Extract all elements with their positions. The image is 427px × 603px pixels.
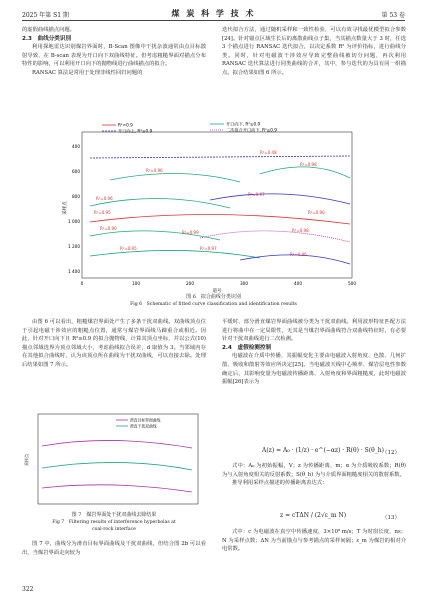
caption-cn: 图 7 煤岩界面处干扰双曲线去除结果	[71, 512, 157, 518]
paragraph: 平缓时，部分滑直煤岩界面曲线被分类为干扰双曲线。利用波形特征匹配方法进行将曲中在一定局限性，无其是当煤岩界面曲线符合双曲线特征时，有必要针对干扰双曲线进行二次检测。	[222, 319, 406, 343]
left-column-bottom	[22, 540, 206, 557]
equation-number: （13）	[382, 515, 400, 521]
page-number: 322	[22, 586, 34, 593]
caption-cn: 图 6 拟合曲线分类识别	[186, 294, 241, 300]
r2-label: R²=0.97	[248, 192, 265, 197]
r2-label: R²=0.90	[100, 226, 117, 231]
left-column-top	[22, 26, 206, 78]
right-column-eq13-desc	[222, 528, 406, 554]
x-tick-label: 0	[80, 281, 84, 286]
x-tick-label: 200	[186, 281, 194, 286]
journal-title: 煤 炭 科 学 技 术	[171, 8, 256, 18]
y-tick-label: 800	[72, 194, 80, 199]
fig7-caption	[22, 512, 206, 533]
paragraph: 式中：c 为电磁波在真空中传播速度，3×10⁸ m/s；T 为时窗长度，ns；N 为采样点数；ΔN 为当前锚点与参考锚点的采样间隔；ε_m 为煤岩的相对介电常数。	[222, 529, 406, 553]
x-tick-label: 100	[132, 281, 140, 286]
r2-label: R²=0.96	[146, 168, 163, 173]
r2-label: R²=0.95	[94, 210, 111, 215]
paragraph: RANSAC 算法是常用于处理非线性回归问题的	[32, 69, 143, 76]
paragraph: 利用探地雷达识别煤岩界面时，B-Scan 图像中干扰杂波通常由点目标散射导致，在 B-scan 表现为开口向下双曲线特征。但考虑粗糙界面对描点分布特性的影响，可以利用开口向下的抛物线进行曲线描点的拟合。	[22, 44, 206, 68]
r2-label: R²=0.96	[96, 196, 113, 201]
page-header	[22, 8, 405, 21]
r2-label: R²=0.48	[260, 150, 277, 155]
r2-label: R²=0.98	[300, 162, 317, 167]
caption-en: coal-rock interface	[92, 527, 136, 532]
right-column-eq-desc	[222, 462, 406, 488]
legend-label: 二次拟合开口向下, R²≥0.9	[226, 127, 277, 133]
y-tick-label: 600	[72, 169, 80, 174]
r2-label: R²=0.96	[290, 252, 307, 257]
x-axis-label: 道号	[212, 289, 222, 293]
paragraph: 迭代拟合方法，通过随机采样和一致性检验，可以有效寻找最优模型拟合参数[24]。针对锚点区域生长后的离散曲线点子集，当其描点数量大于 3 时，任选 3 个描点进行 RANSAC 迭代拟合，以决定系数 R² 为评价指标，进行曲线分类。同时，针对电磁波干涉效应导致完整曲线被切分问题，再次利用 RANSAC 迭代算法进行同类曲线的合并，其中，参与迭代的为具有同一组描点。拟合结果如图 6 所示。	[222, 27, 406, 76]
caption-en: Fig 6 Schematic of fitted curve classification and identification results	[130, 302, 297, 307]
legend-label: R²<0.9	[118, 122, 133, 128]
y-axis-label: 采样点	[24, 454, 29, 466]
paragraph: 推导利用采样点描述的传播距离表达式：	[232, 480, 328, 487]
r2-label: R²=0.99	[182, 230, 199, 235]
x-tick-label: 300	[240, 281, 248, 286]
paragraph: 图 7 中，曲线分为滑直目标界面曲线及干扰双曲线，但结合图 2b 可以看出，当煤岩界面走向较为	[22, 541, 206, 556]
x-tick-label: 400	[294, 281, 302, 286]
paragraph: 电磁波在介质中传播，其振幅变化主要由电磁波入射角度、色散、几何扩散、吸收和散射等效应所决定[25]。当电磁波天线中心频率、煤岩层电性参数确定后，其影响变量为电磁波传播距离、入射角度和界面粗糙度，此时电磁波振幅[26]表示为	[222, 353, 406, 386]
legend-label: 滑直目标界面曲线	[130, 417, 161, 423]
legend-label: 开口向下, R²≥0.9	[226, 121, 261, 127]
paragraph: 式中：A₀ 为初始振幅，V；z 为传播距离，m；α 为介质吸收系数；R(θ) 为与入射角度相关的反射系数；S(θ_h) 为与介质界面粗糙度相关的散射系数。	[222, 463, 406, 478]
r2-label: R²=0.97	[200, 246, 217, 251]
fig6-caption	[22, 294, 405, 308]
r2-label: R²=0.95	[120, 246, 137, 251]
right-column-top	[222, 26, 406, 78]
left-column-mid	[22, 318, 206, 370]
fig7-chart	[22, 410, 206, 510]
paragraph: 由图 6 可以看出，粗糙煤岩界面处产生了多条干扰双曲线。双曲线顶点位于引起电磁干涉效应的粗糙点位置，通常与煤岩界面线马蹄重合或相近。因此，针对开口向下且 R²≥0.9 的拟合抛物线，计算其顶点坐标，并以公式(10)描点邻域选界为顶点邻域大小，考虑曲线拟合误差，d 取值为 3。当邻域内存在其他拟合曲线时，认为该顶点所在曲线为干扰双曲线，可以直接去除。处理后结果如图 7 所示。	[22, 319, 206, 368]
y-tick-label: 1 000	[68, 219, 80, 224]
y-tick-label: 1 400	[68, 269, 80, 274]
legend-label: 滑直干扰双曲线	[130, 423, 157, 429]
section-heading: 2.4 虚假检测控制	[222, 344, 272, 351]
equation-number: （12）	[382, 450, 400, 456]
section-heading: 2.3 曲线分类识别	[22, 35, 72, 42]
y-tick-label: 1 200	[68, 244, 80, 249]
equation-12: A(z) = A₀ · (1/z) · e^(−αz) · R(θ) · S(θ_h)	[262, 447, 384, 454]
y-axis-label: 采样点	[63, 201, 68, 215]
paragraph: 的虚假曲线描点问题。	[22, 27, 75, 33]
r2-label: R²=0.96	[308, 210, 325, 215]
right-column-mid	[222, 318, 406, 387]
equation-13: z = cTΔN / (2√ε_m N)	[280, 512, 347, 519]
fig6-chart	[60, 118, 370, 293]
y-tick-label: 400	[72, 144, 80, 149]
r2-label: R²=0.98	[292, 228, 309, 233]
legend-label: 开口向上, R²≥0.9	[118, 128, 153, 134]
journal-issue: 2025 年第 S1 期	[22, 12, 69, 19]
caption-en: Fig 7 Filtering results of interference hyperbolas at	[52, 520, 176, 525]
journal-volume: 第 53 卷	[381, 12, 405, 19]
x-tick-label: 500	[348, 281, 356, 286]
